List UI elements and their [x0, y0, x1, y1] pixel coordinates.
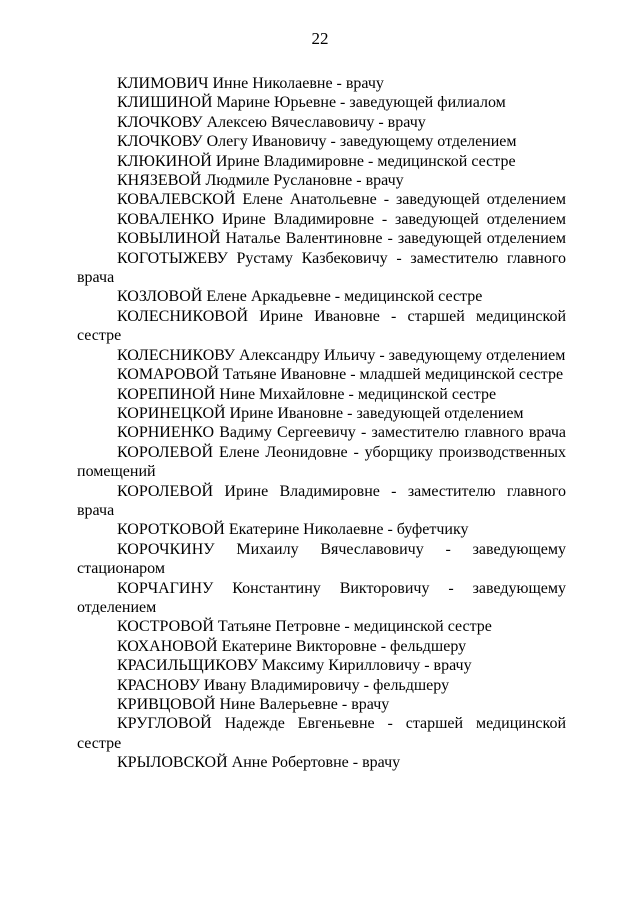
list-item: КОРОЧКИНУ Михаилу Вячеславовичу - заведующему стационаром	[77, 540, 566, 578]
page-number: 22	[311, 29, 329, 48]
list-item: КОРНИЕНКО Вадиму Сергеевичу - заместителю главного врача	[117, 424, 566, 442]
awardee-list	[77, 74, 566, 773]
list-item: КЛИШИНОЙ Марине Юрьевне - заведующей филиалом	[117, 94, 506, 112]
list-item: КОРОЛЕВОЙ Ирине Владимировне - заместителю главного врача	[77, 482, 566, 519]
list-item: КОРОЛЕВОЙ Елене Леонидовне - уборщику производственных помещений	[77, 443, 566, 481]
list-item: КРАСИЛЬЩИКОВУ Максиму Кирилловичу - врачу	[117, 657, 472, 675]
list-item: КОСТРОВОЙ Татьяне Петровне - медицинской сестре	[117, 618, 492, 636]
list-item: КРУГЛОВОЙ Надежде Евгеньевне - старшей медицинской сестре	[77, 715, 566, 752]
list-item: КЛИМОВИЧ Инне Николаевне - врачу	[117, 75, 384, 92]
list-item: КОВАЛЕНКО Ирине Владимировне - заведующей отделением	[117, 210, 566, 228]
list-item: КОХАНОВОЙ Екатерине Викторовне - фельдшеру	[117, 637, 467, 655]
list-item: КОГОТЫЖЕВУ Рустаму Казбековичу - заместителю главного врача	[77, 249, 566, 287]
list-item: КЛОЧКОВУ Алексею Вячеславовичу - врачу	[117, 113, 426, 131]
list-item: КРАСНОВУ Ивану Владимировичу - фельдшеру	[117, 676, 450, 694]
list-item: КОВАЛЕВСКОЙ Елене Анатольевне - заведующей отделением	[117, 191, 566, 209]
list-item: КОМАРОВОЙ Татьяне Ивановне - младшей медицинской сестре	[117, 366, 564, 384]
list-item: КОВЫЛИНОЙ Наталье Валентиновне - заведующей отделением	[117, 230, 566, 248]
list-item: КОРЕПИНОЙ Нине Михайловне - медицинской сестре	[117, 385, 497, 403]
list-item: КРЫЛОВСКОЙ Анне Робертовне - врачу	[117, 754, 401, 772]
list-item: КОЗЛОВОЙ Елене Аркадьевне - медицинской сестре	[117, 288, 483, 306]
list-item: КЛОЧКОВУ Олегу Ивановичу - заведующему отделением	[117, 133, 517, 151]
list-item: КЛЮКИНОЙ Ирине Владимировне - медицинской сестре	[117, 152, 516, 170]
list-item: КОРИНЕЦКОЙ Ирине Ивановне - заведующей отделением	[117, 404, 524, 422]
list-item: КРИВЦОВОЙ Нине Валерьевне - врачу	[117, 696, 390, 713]
list-item: КОЛЕСНИКОВУ Александру Ильичу - заведующему отделением	[117, 346, 566, 364]
list-item: КОЛЕСНИКОВОЙ Ирине Ивановне - старшей медицинской сестре	[77, 307, 566, 345]
list-item: КОРЧАГИНУ Константину Викторовичу - заведующему отделением	[77, 579, 566, 616]
list-item: КНЯЗЕВОЙ Людмиле Руслановне - врачу	[117, 172, 404, 190]
list-item: КОРОТКОВОЙ Екатерине Николаевне - буфетчику	[117, 521, 469, 539]
